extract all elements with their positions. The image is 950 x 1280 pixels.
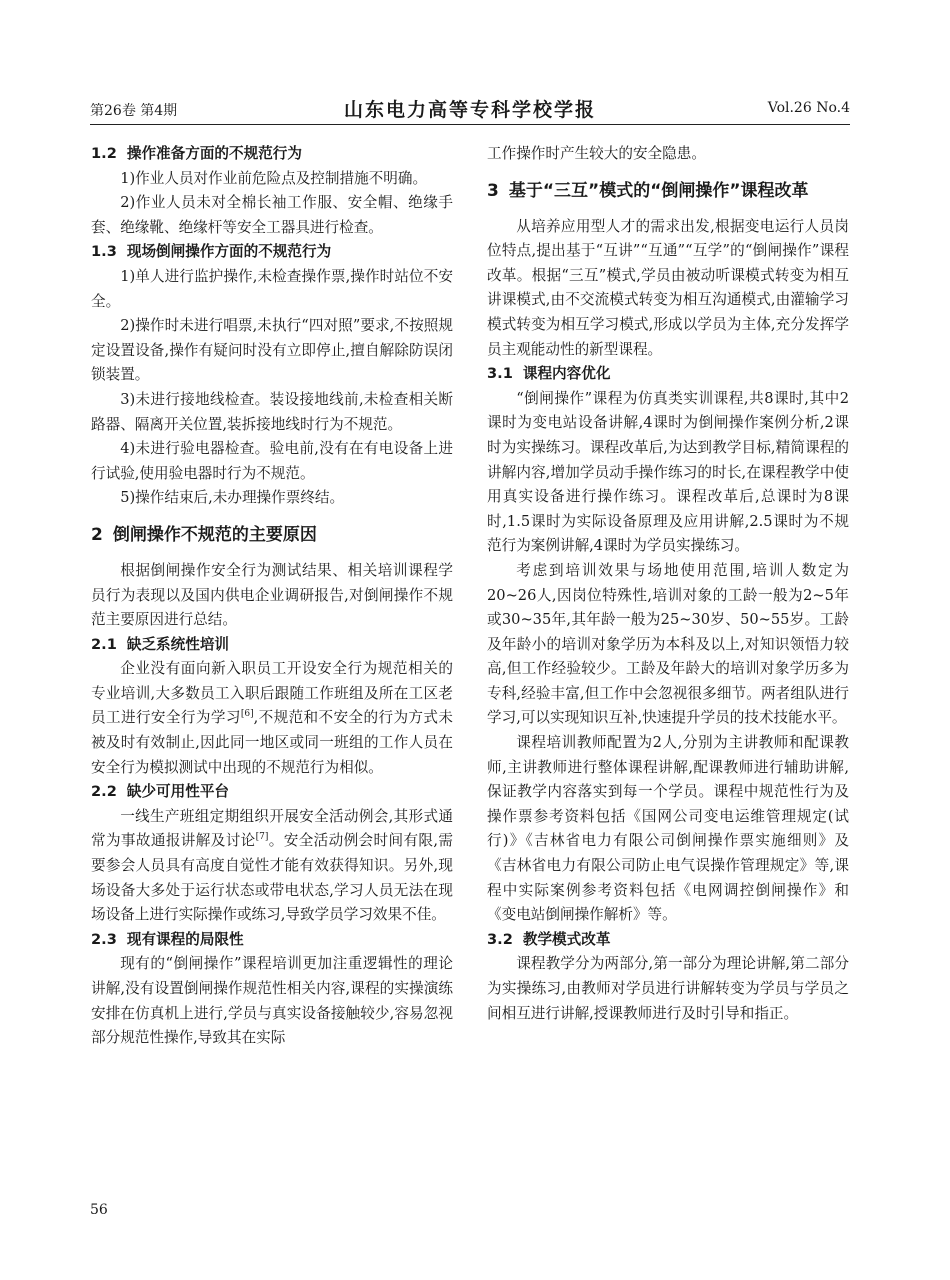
paragraph: 3)未进行接地线检查。装设接地线前,未检查相关断路器、隔离开关位置,装拆接地线时行为不规范。: [91, 390, 453, 433]
section-heading: 1.2 操作准备方面的不规范行为: [91, 145, 302, 162]
paragraph: 根据倒闸操作安全行为测试结果、相关培训课程学员行为表现以及国内供电企业调研报告,对倒闸操作不规范主要原因进行总结。: [91, 561, 453, 629]
section-heading: 2.1 缺乏系统性培训: [91, 635, 230, 653]
volume-issue-en: Vol.26 No.4: [767, 100, 850, 116]
chapter-heading: 3 基于“三互”模式的“倒闸操作”课程改革: [487, 180, 809, 201]
paragraph: 工作操作时产生较大的安全隐患。: [487, 145, 706, 162]
section-heading: 3.1 课程内容优化: [487, 365, 611, 383]
section-heading: 2.3 现有课程的局限性: [91, 930, 244, 948]
page-number: 56: [90, 1202, 108, 1218]
paragraph: 1)单人进行监护操作,未检查操作票,操作时站位不安全。: [91, 267, 453, 310]
paragraph: 4)未进行验电器检查。验电前,没有在有电设备上进行试验,使用验电器时行为不规范。: [91, 440, 453, 482]
paragraph: 从培养应用型人才的需求出发,根据变电运行人员岗位特点,提出基于“互讲”“互通”“互学”的“倒闸操作”课程改革。根据“三互”模式,学员由被动听课模式转变为相互讲课模式,由不交流模式转变为相互沟通模式,由灌输学习模式转变为相互学习模式,形成以学员为主体,充分发挥学员主观能动性的新型课程。: [487, 217, 849, 358]
paragraph: 课程教学分为两部分,第一部分为理论讲解,第二部分为实操练习,由教师对学员进行讲解转变为学员与学员之间相互进行讲解,授课教师进行及时引导和指正。: [487, 955, 849, 1022]
paragraph: 考虑到培训效果与场地使用范围,培训人数定为20~26人,因岗位特殊性,培训对象的工龄一般为2~5年或30~35年,其年龄一般为25~30岁、50~55岁。工龄及年龄小的培训对象学历为本科及以上,对知识领悟力较高,但工作经验较少。工龄及年龄大的培训对象学历多为专科,经验丰富,但工作中会忽视很多细节。两者组队进行学习,可以实现知识互补,快速提升学员的技术技能水平。: [487, 561, 849, 727]
paragraph: 5)操作结束后,未办理操作票终结。: [120, 489, 345, 507]
right-column: [487, 142, 849, 1026]
paragraph: “倒闸操作”课程为仿真类实训课程,共8课时,其中2课时为变电站设备讲解,4课时为倒闸操作案例分析,2课时为实操练习。课程改革后,为达到教学目标,精简课程的讲解内容,增加学员动手操作练习的时长,在课程教学中使用真实设备进行操作练习。课程改革后,总课时为8课时,1.5课时为实际设备原理及应用讲解,2.5课时为不规范行为案例讲解,4课时为学员实操练习。: [487, 389, 849, 555]
paragraph: 2)作业人员未对全棉长袖工作服、安全帽、绝缘手套、绝缘靴、绝缘杆等安全工器具进行检查。: [91, 194, 453, 236]
paragraph: 1)作业人员对作业前危险点及控制措施不明确。: [120, 169, 428, 187]
section-heading: 1.3 现场倒闸操作方面的不规范行为: [91, 243, 332, 261]
section-heading: 2.2 缺少可用性平台: [91, 783, 230, 801]
paragraph: 一线生产班组定期组织开展安全活动例会,其形式通常为事故通报讲解及讨论[7]。安全活动例会时间有限,需要参会人员具有高度自觉性才能有效获得知识。另外,现场设备大多处于运行状态或带电状态,学习人员无法在现场设备上进行实际操作或练习,导致学员学习效果不佳。: [91, 807, 453, 924]
paragraph: 课程培训教师配置为2人,分别为主讲教师和配课教师,主讲教师进行整体课程讲解,配课教师进行辅助讲解,保证教学内容落实到每一个学员。课程中规范性行为及操作票参考资料包括《国网公司变电运维管理规定(试行)》《吉林省电力有限公司倒闸操作票实施细则》及《吉林省电力有限公司防止电气误操作管理规定》等,课程中实际案例参考资料包括《电网调控倒闸操作》和《变电站倒闸操作解析》等。: [487, 734, 849, 924]
volume-issue: 第26卷 第4期: [90, 103, 178, 119]
citation-ref: [6]: [240, 709, 254, 720]
journal-title: 山东电力高等专科学校学报: [343, 99, 596, 121]
citation-ref: [7]: [255, 832, 269, 843]
section-heading: 3.2 教学模式改革: [487, 930, 611, 948]
paragraph: 2)操作时未进行唱票,未执行“四对照”要求,不按照规定设置设备,操作有疑问时没有立即停止,擅自解除防误闭锁装置。: [91, 317, 453, 384]
chapter-heading: 2 倒闸操作不规范的主要原因: [91, 524, 317, 545]
paragraph: 企业没有面向新入职员工开设安全行为规范相关的专业培训,大多数员工入职后跟随工作班组及所在工区老员工进行安全行为学习[6],不规范和不安全的行为方式未被及时有效制止,因此同一地区或同一班组的工作人员在安全行为模拟测试中出现的不规范行为相似。: [91, 660, 453, 776]
left-column: [91, 142, 453, 1051]
header-rule: [90, 124, 850, 125]
running-header: [90, 94, 850, 124]
paragraph: 现有的“倒闸操作”课程培训更加注重逻辑性的理论讲解,没有设置倒闸操作规范性相关内容,课程的实操演练安排在仿真机上进行,学员与真实设备接触较少,容易忽视部分规范性操作,导致其在实际: [91, 955, 453, 1047]
